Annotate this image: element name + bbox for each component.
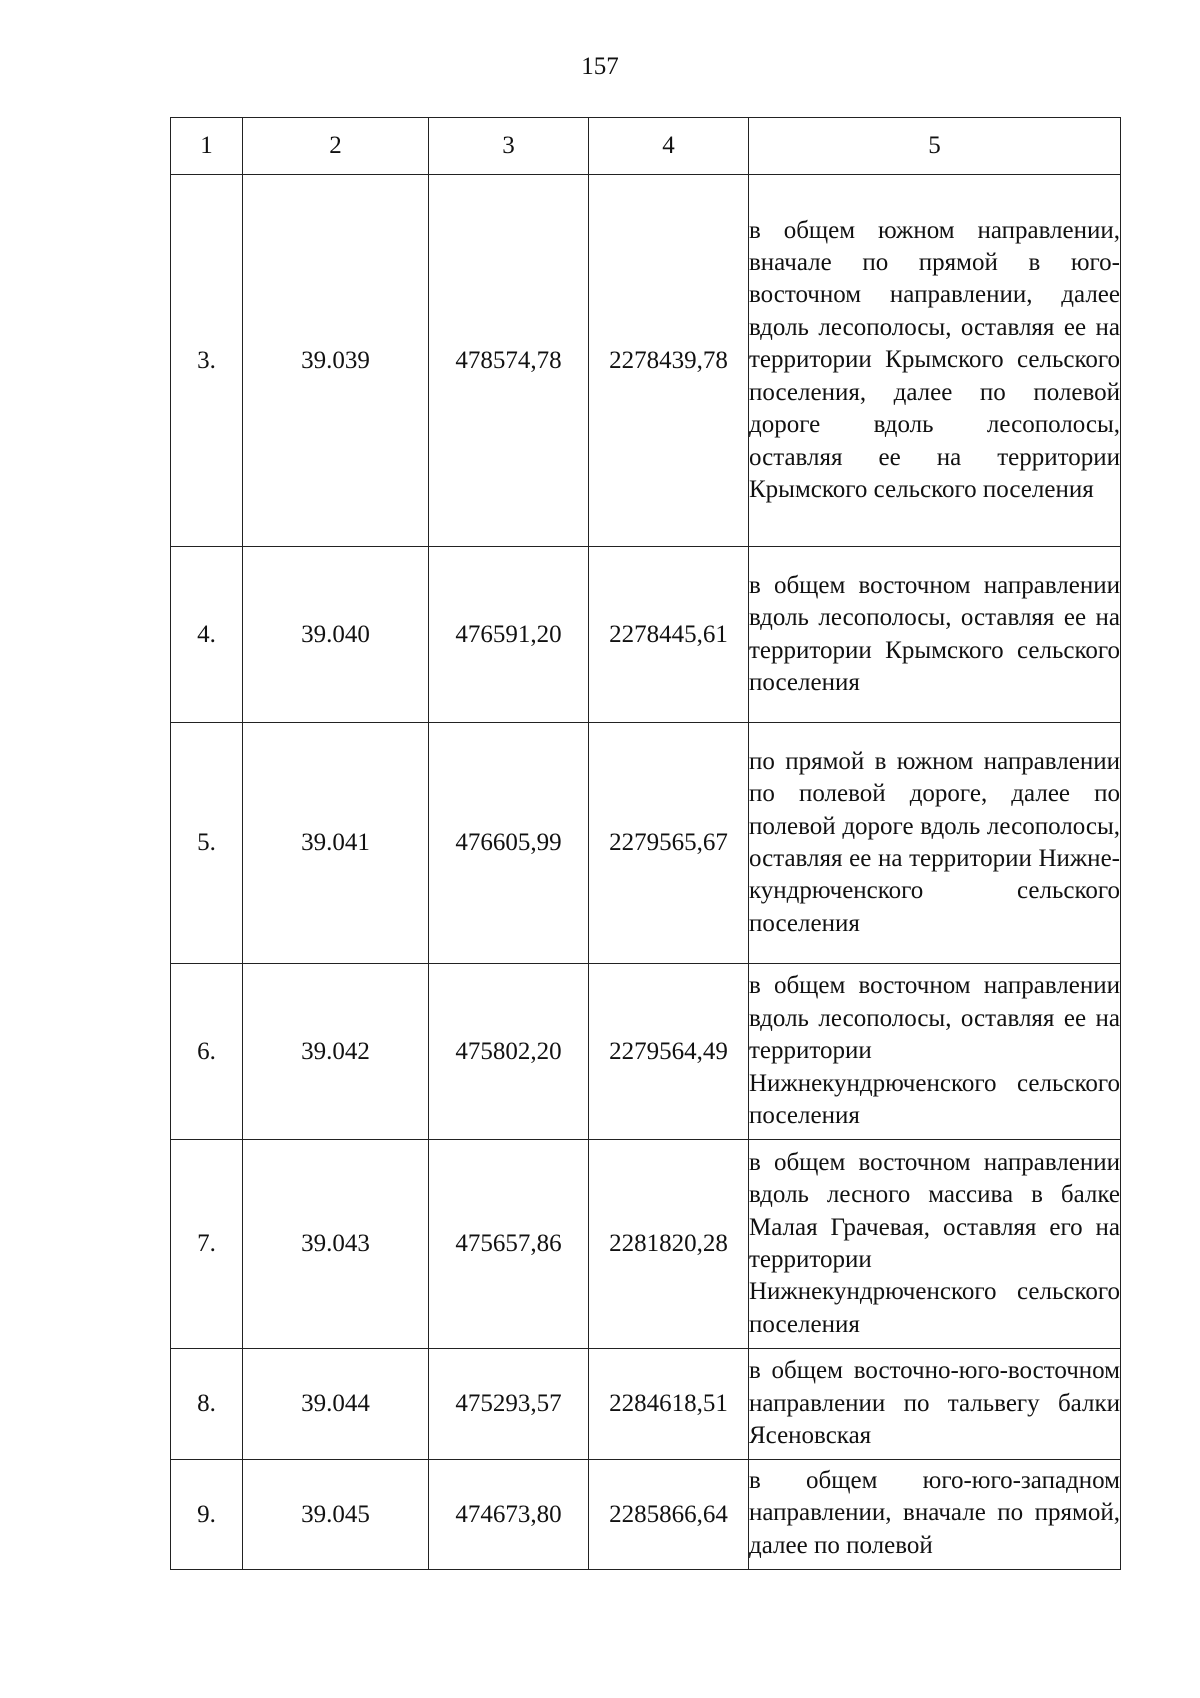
row-number: 7.	[171, 1140, 243, 1349]
route-description: в общем восточном направлении вдоль лесополосы, оставляя ее на территории Нижнекундрюченского сельского поселения	[749, 964, 1121, 1140]
header-cell-1: 1	[171, 118, 243, 175]
table-row	[171, 1349, 1121, 1460]
coordinate-y: 2279564,49	[589, 964, 749, 1140]
page-number: 157	[581, 53, 619, 80]
point-id: 39.040	[243, 547, 429, 723]
row-number: 8.	[171, 1349, 243, 1460]
table-row	[171, 723, 1121, 964]
header-cell-4: 4	[589, 118, 749, 175]
table-header-row	[171, 118, 1121, 175]
header-cell-3: 3	[429, 118, 589, 175]
boundary-table	[170, 117, 1121, 1570]
coordinate-x: 478574,78	[429, 175, 589, 547]
coordinate-x: 475293,57	[429, 1349, 589, 1460]
coordinate-y: 2285866,64	[589, 1460, 749, 1570]
table-row	[171, 1140, 1121, 1349]
coordinate-y: 2278439,78	[589, 175, 749, 547]
table-row	[171, 547, 1121, 723]
coordinate-x: 475802,20	[429, 964, 589, 1140]
route-description: в общем восточном направлении вдоль лесного массива в балке Малая Грачевая, оставляя его на территории Нижнекундрюченского сельского поселения	[749, 1140, 1121, 1349]
route-description: в общем южном направлении, вначале по прямой в юго-восточном направлении, далее вдоль лесополосы, оставляя ее на территории Крымского сельского поселения, далее по полевой дороге вдоль лесополосы, оставляя ее на территории Крымского сельского поселения	[749, 175, 1121, 547]
point-id: 39.045	[243, 1460, 429, 1570]
coordinate-x: 476605,99	[429, 723, 589, 964]
point-id: 39.041	[243, 723, 429, 964]
table-row	[171, 964, 1121, 1140]
coordinate-y: 2281820,28	[589, 1140, 749, 1349]
point-id: 39.043	[243, 1140, 429, 1349]
row-number: 9.	[171, 1460, 243, 1570]
table-row	[171, 175, 1121, 547]
route-description: в общем восточном направлении вдоль лесополосы, оставляя ее на территории Крымского сельского поселения	[749, 547, 1121, 723]
route-description: в общем восточно-юго-восточном направлении по тальвегу балки Ясеновская	[749, 1349, 1121, 1460]
header-cell-5: 5	[749, 118, 1121, 175]
row-number: 6.	[171, 964, 243, 1140]
table-row	[171, 1460, 1121, 1570]
point-id: 39.042	[243, 964, 429, 1140]
coordinate-x: 475657,86	[429, 1140, 589, 1349]
point-id: 39.044	[243, 1349, 429, 1460]
coordinate-x: 476591,20	[429, 547, 589, 723]
coordinate-y: 2284618,51	[589, 1349, 749, 1460]
route-description: в общем юго-юго-западном направлении, вначале по прямой, далее по полевой	[749, 1460, 1121, 1570]
coordinate-y: 2279565,67	[589, 723, 749, 964]
coordinate-x: 474673,80	[429, 1460, 589, 1570]
coordinate-y: 2278445,61	[589, 547, 749, 723]
route-description: по прямой в южном направлении по полевой дороге, далее по полевой дороге вдоль лесополосы, оставляя ее на территории Нижнекундрюченского сельского поселения	[749, 723, 1121, 964]
point-id: 39.039	[243, 175, 429, 547]
row-number: 3.	[171, 175, 243, 547]
header-cell-2: 2	[243, 118, 429, 175]
row-number: 4.	[171, 547, 243, 723]
row-number: 5.	[171, 723, 243, 964]
